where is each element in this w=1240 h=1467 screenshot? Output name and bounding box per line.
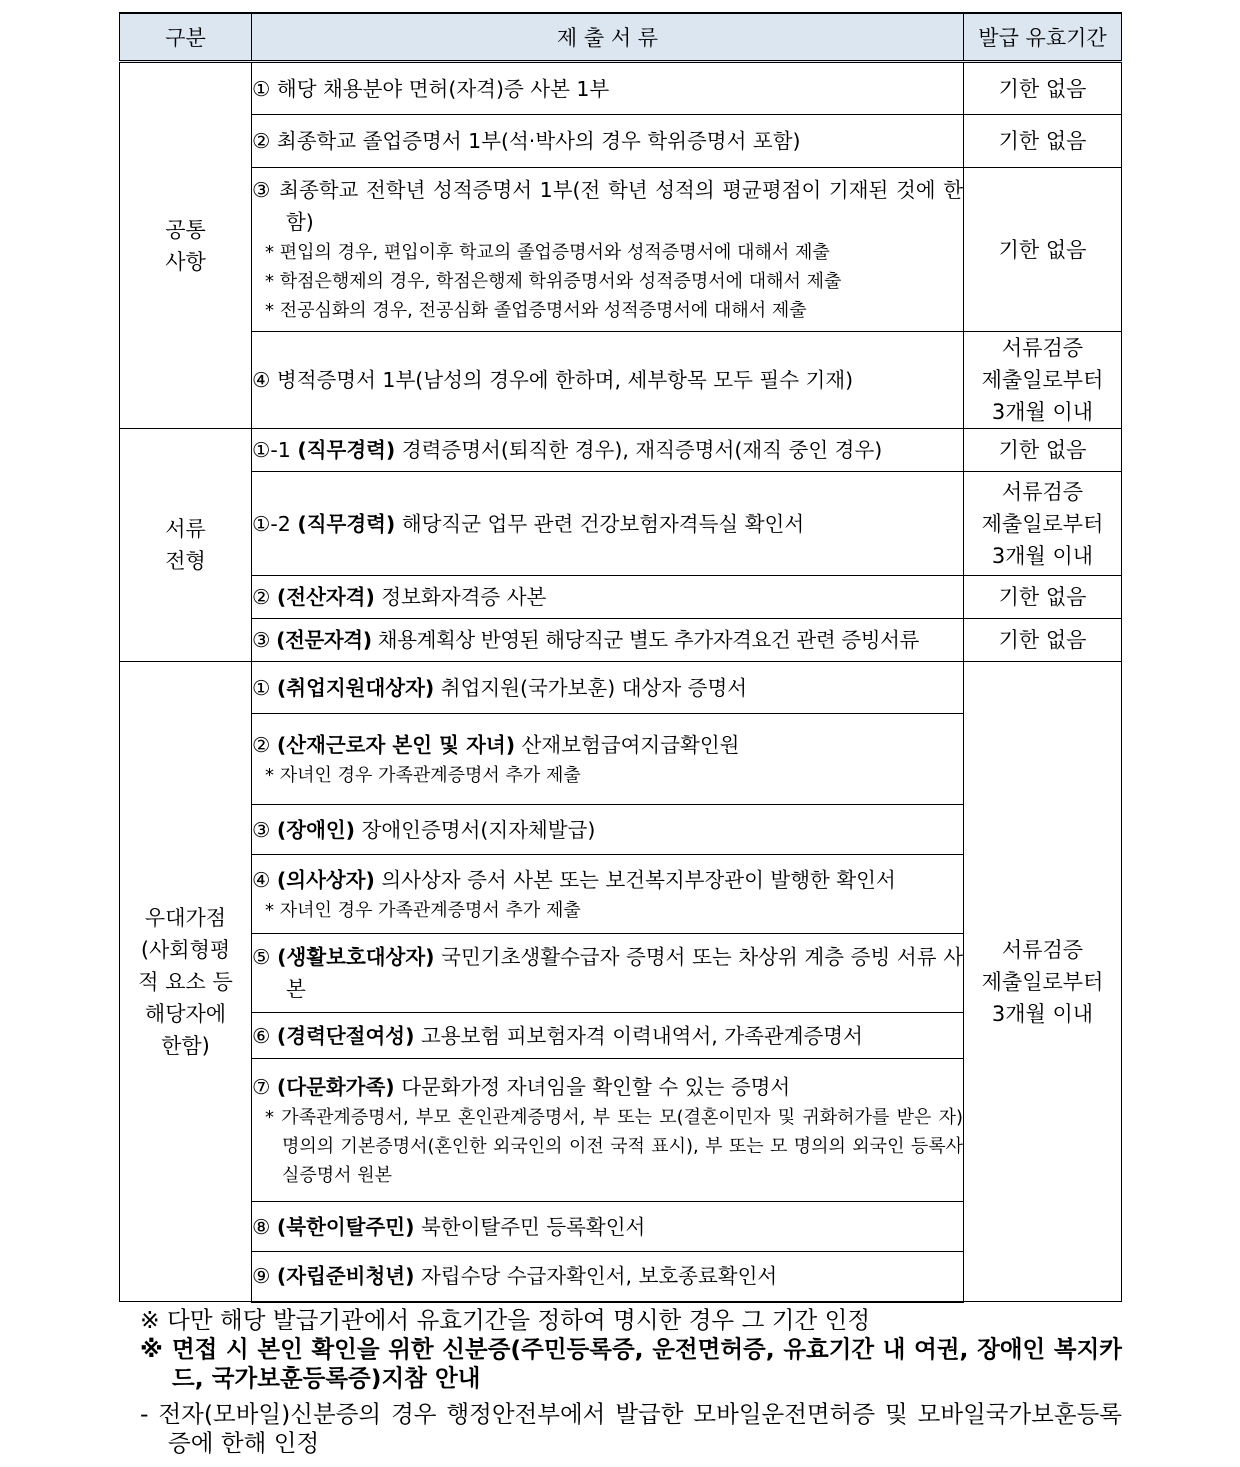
validity-cell: 기한 없음: [964, 619, 1122, 662]
document-cell: [252, 576, 964, 619]
header-documents: 제 출 서 류: [252, 13, 964, 62]
document-text: ② (전산자격) 정보화자격증 사본: [252, 585, 547, 609]
category-screening: 서류 전형: [120, 429, 252, 662]
document-cell: [252, 62, 964, 115]
document-cell: [252, 115, 964, 168]
document-cell: [252, 332, 964, 429]
validity-cell: 기한 없음: [964, 429, 1122, 472]
validity-cell: 서류검증 제출일로부터 3개월 이내: [964, 332, 1122, 429]
document-text: ①-1 (직무경력) 경력증명서(퇴직한 경우), 재직증명서(재직 중인 경우): [252, 438, 883, 462]
document-note: * 가족관계증명서, 부모 혼인관계증명서, 부 또는 모(결혼이민자 및 귀화허가를 받은 자) 명의의 기본증명서(혼인한 외국인의 이전 국적 표시), 부 또는 모 명의의 외국인 등록사실증명서 원본: [265, 1106, 963, 1186]
document-cell: [252, 714, 964, 805]
table-header-row: [120, 13, 1122, 62]
document-cell: [252, 1252, 964, 1302]
document-cell: [252, 805, 964, 855]
header-validity: 발급 유효기간: [964, 13, 1122, 62]
document-text: ④ (의사상자) 의사상자 증서 사본 또는 보건복지부장관이 발행한 확인서: [252, 867, 896, 892]
table-row: [120, 662, 1122, 714]
table-row: [120, 472, 1122, 576]
table-row: [120, 115, 1122, 168]
document-text: ⑦ (다문화가족) 다문화가정 자녀임을 확인할 수 있는 증명서: [252, 1074, 791, 1099]
validity-cell: 기한 없음: [964, 168, 1122, 332]
document-text: ⑥ (경력단절여성) 고용보험 피보험자격 이력내역서, 가족관계증명서: [252, 1023, 863, 1048]
footer-note-mobile-id: - 전자(모바일)신분증의 경우 행정안전부에서 발급한 모바일운전면허증 및 모바일국가보훈등록증에 한해 인정: [140, 1400, 1122, 1457]
document-cell: [252, 1202, 964, 1252]
validity-cell: 기한 없음: [964, 576, 1122, 619]
validity-cell: 서류검증 제출일로부터 3개월 이내: [964, 472, 1122, 576]
table-row: [120, 619, 1122, 662]
table-row: [120, 576, 1122, 619]
validity-cell: 기한 없음: [964, 62, 1122, 115]
document-cell: [252, 168, 964, 332]
document-cell: [252, 1059, 964, 1202]
document-cell: [252, 855, 964, 934]
document-text: ① 해당 채용분야 면허(자격)증 사본 1부: [252, 76, 610, 101]
validity-cell: 서류검증 제출일로부터 3개월 이내: [964, 662, 1122, 1302]
document-cell: [252, 1013, 964, 1059]
footer-note-validity: ※ 다만 해당 발급기관에서 유효기간을 정하여 명시한 경우 그 기간 인정: [140, 1306, 871, 1334]
document-text: ⑤ (생활보호대상자) 국민기초생활수급자 증명서 또는 차상위 계층 증빙 서류 사본: [252, 945, 963, 1001]
document-text: ⑧ (북한이탈주민) 북한이탈주민 등록확인서: [252, 1214, 646, 1239]
document-note: * 전공심화의 경우, 전공심화 졸업증명서와 성적증명서에 대해서 제출: [265, 300, 807, 321]
document-note: * 학점은행제의 경우, 학점은행제 학위증명서와 성적증명서에 대해서 제출: [265, 271, 842, 292]
document-text: ④ 병적증명서 1부(남성의 경우에 한하며, 세부항목 모두 필수 기재): [252, 368, 854, 392]
table-row: [120, 332, 1122, 429]
document-text: ③ (장애인) 장애인증명서(지자체발급): [252, 817, 596, 842]
document-cell: [252, 662, 964, 714]
table-row: [120, 62, 1122, 115]
document-cell: [252, 472, 964, 576]
header-category: 구분: [120, 13, 252, 62]
document-text: ③ (전문자격) 채용계획상 반영된 해당직군 별도 추가자격요건 관련 증빙서류: [252, 628, 919, 652]
category-bonus-points: 우대가점 (사회형평 적 요소 등 해당자에 한함): [120, 662, 252, 1302]
document-text: ③ 최종학교 전학년 성적증명서 1부(전 학년 성적의 평균평점이 기재된 것에 한함): [252, 178, 963, 234]
document-text: ⑨ (자립준비청년) 자립수당 수급자확인서, 보호종료확인서: [252, 1264, 778, 1289]
document-cell: [252, 429, 964, 472]
document-text: ② 최종학교 졸업증명서 1부(석·박사의 경우 학위증명서 포함): [252, 129, 801, 153]
validity-cell: 기한 없음: [964, 115, 1122, 168]
document-text: ①-2 (직무경력) 해당직군 업무 관련 건강보험자격득실 확인서: [252, 511, 805, 536]
document-cell: [252, 619, 964, 662]
document-text: ① (취업지원대상자) 취업지원(국가보훈) 대상자 증명서: [252, 675, 748, 700]
document-requirements-table: [119, 12, 1122, 1303]
footer-notes: [140, 1306, 1122, 1458]
table-row: [120, 168, 1122, 332]
table-row: [120, 429, 1122, 472]
document-note: * 자녀인 경우 가족관계증명서 추가 제출: [265, 764, 581, 786]
category-common: 공통 사항: [120, 62, 252, 429]
footer-note-id-required: ※ 면접 시 본인 확인을 위한 신분증(주민등록증, 운전면허증, 유효기간 내 여권, 장애인 복지카드, 국가보훈등록증)지참 안내: [140, 1335, 1122, 1392]
document-note: * 자녀인 경우 가족관계증명서 추가 제출: [265, 899, 581, 921]
document-note: * 편입의 경우, 편입이후 학교의 졸업증명서와 성적증명서에 대해서 제출: [265, 242, 830, 263]
document-cell: [252, 934, 964, 1013]
document-text: ② (산재근로자 본인 및 자녀) 산재보험급여지급확인원: [252, 732, 740, 757]
